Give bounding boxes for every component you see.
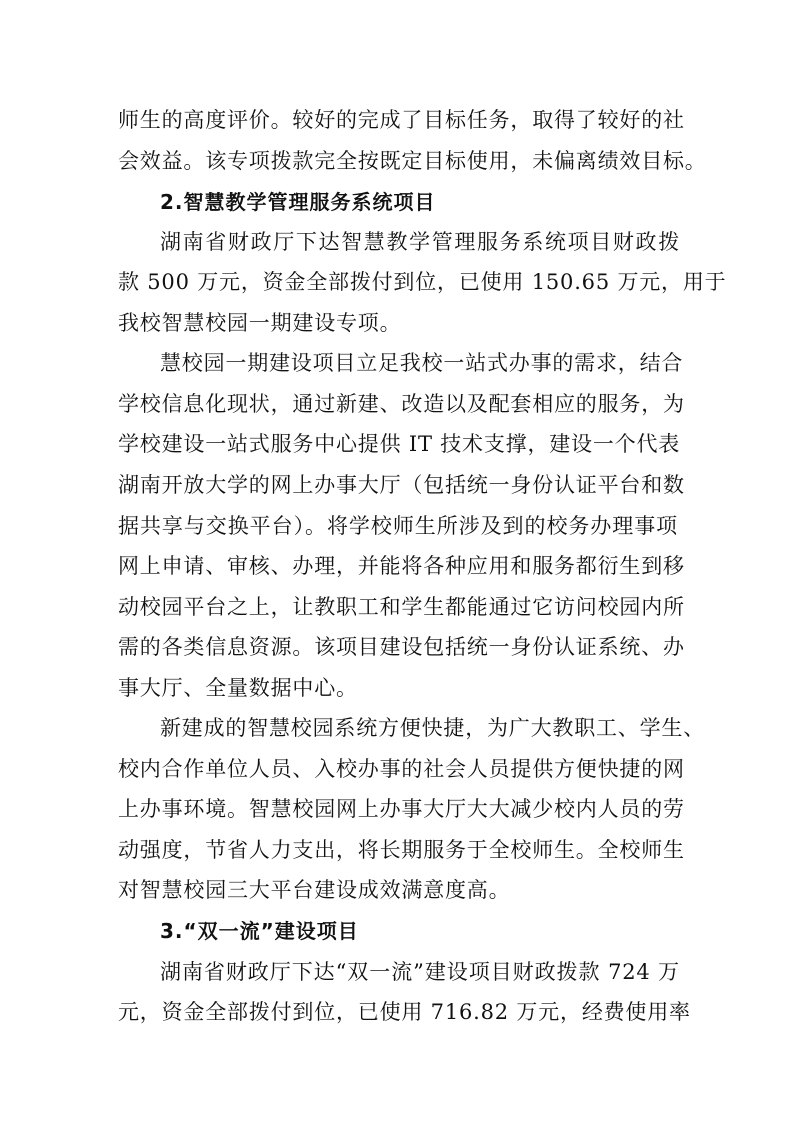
paragraph-line: 学校建设一站式服务中心提供 IT 技术支撑，建设一个代表 [118,432,681,456]
paragraph-line: 款 500 万元，资金全部拨付到位，已使用 150.65 万元，用于 [118,270,727,294]
section-heading: 2.智慧教学管理服务系统项目 [160,190,436,214]
paragraph-line: 湖南省财政厅下达“双一流”建设项目财政拨款 724 万 [160,960,680,984]
paragraph-line: 元，资金全部拨付到位，已使用 716.82 万元，经费使用率 [118,1000,691,1024]
paragraph-line: 据共享与交换平台）。将学校师生所涉及到的校务办理事项 [118,514,678,538]
paragraph-line: 需的各类信息资源。该项目建设包括统一身份认证系统、办 [118,635,685,659]
paragraph-line: 慧校园一期建设项目立足我校一站式办事的需求，结合 [160,351,684,375]
paragraph-line: 网上申请、审核、办理，并能将各种应用和服务都衍生到移 [118,554,685,578]
paragraph-line: 会效益。该专项拨款完全按既定目标使用，未偏离绩效目标。 [118,149,707,173]
paragraph-line: 师生的高度评价。较好的完成了目标任务，取得了较好的社 [118,108,685,132]
paragraph-line: 上办事环境。智慧校园网上办事大厅大大减少校内人员的劳 [118,797,685,821]
paragraph-line: 事大厅、全量数据中心。 [118,676,358,700]
paragraph-line: 我校智慧校园一期建设专项。 [118,311,402,335]
paragraph-line: 动校园平台之上，让教职工和学生都能通过它访问校园内所 [118,595,685,619]
paragraph-line: 校内合作单位人员、入校办事的社会人员提供方便快捷的网 [118,757,685,781]
paragraph-line: 湖南省财政厅下达智慧教学管理服务系统项目财政拨 [160,230,680,254]
paragraph-line: 对智慧校园三大平台建设成效满意度高。 [118,878,511,902]
paragraph-line: 动强度，节省人力支出，将长期服务于全校师生。全校师生 [118,838,685,862]
section-heading: 3.“双一流”建设项目 [160,919,359,943]
paragraph-line: 学校信息化现状，通过新建、改造以及配套相应的服务，为 [118,392,685,416]
paragraph-line: 湖南开放大学的网上办事大厅（包括统一身份认证平台和数 [118,473,685,497]
paragraph-line: 新建成的智慧校园系统方便快捷，为广大教职工、学生、 [160,716,705,740]
